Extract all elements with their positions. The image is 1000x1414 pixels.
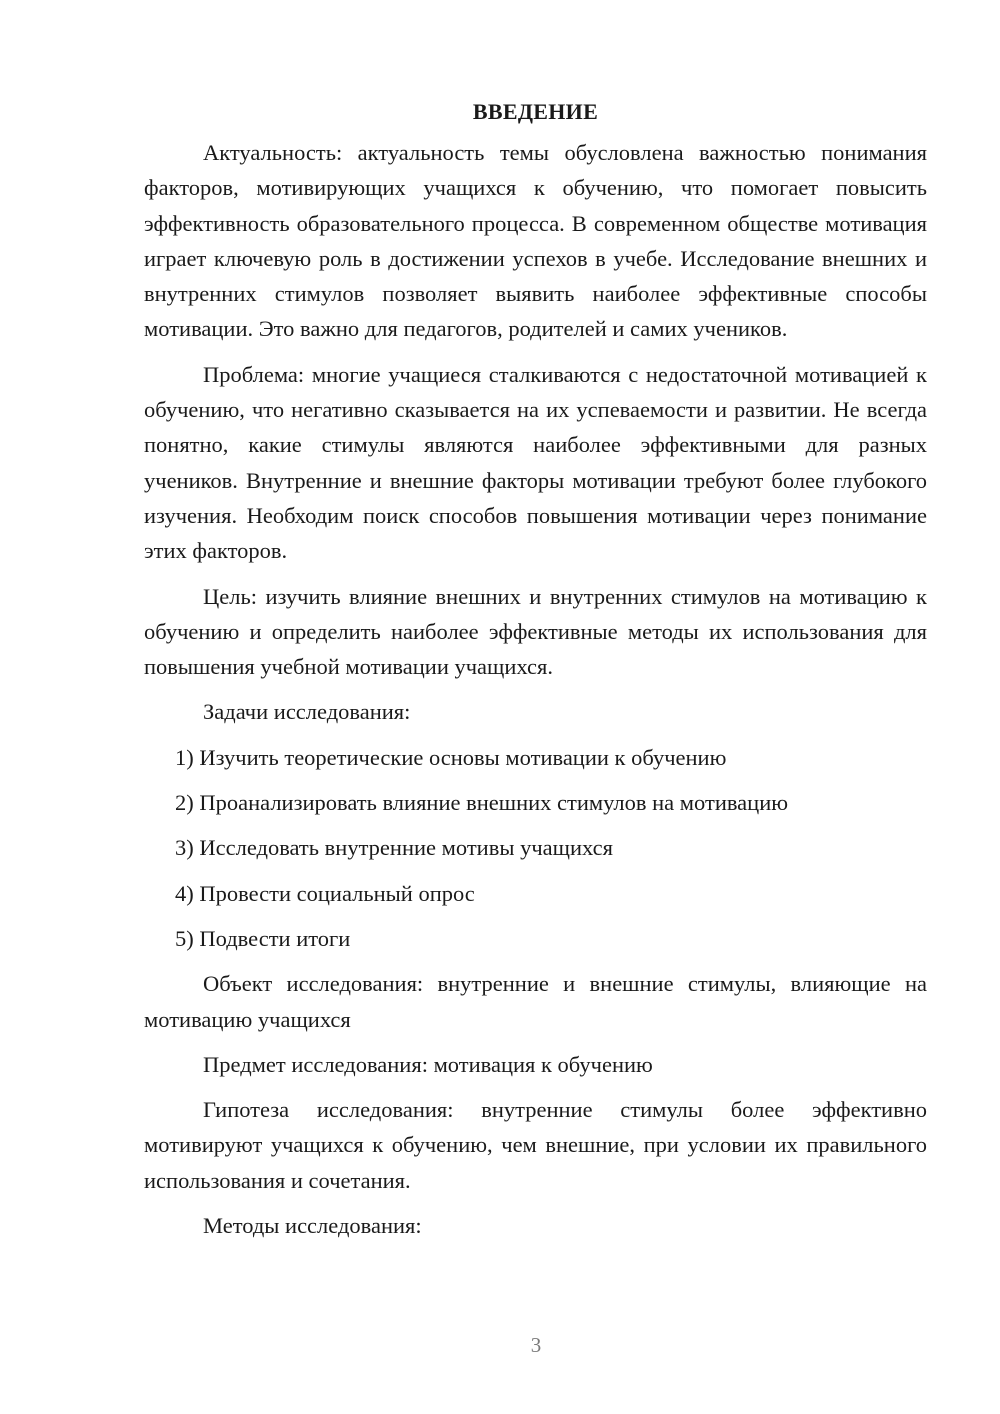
- tasks-list: [144, 740, 927, 956]
- paragraph-object: Объект исследования: внутренние и внешние стимулы, влияющие на мотивацию учащихся: [144, 971, 927, 1032]
- page-content: [144, 94, 927, 1253]
- paragraph-methods: Методы исследования:: [203, 1213, 422, 1239]
- section-title: ВВЕДЕНИЕ: [472, 99, 599, 124]
- list-item: 3) Исследовать внутренние мотивы учащихся: [175, 835, 613, 861]
- list-item: 2) Проанализировать влияние внешних стимулов на мотивацию: [175, 790, 789, 816]
- list-item: 1) Изучить теоретические основы мотивации к обучению: [175, 744, 727, 770]
- page-number: 3: [530, 1333, 542, 1357]
- paragraph-hypothesis: Гипотеза исследования: внутренние стимулы более эффективно мотивируют учащихся к обучению, чем внешние, при условии их правильного использования и сочетания.: [144, 1097, 927, 1193]
- paragraph-subject: Предмет исследования: мотивация к обучению: [203, 1051, 653, 1077]
- paragraph-relevance: Актуальность: актуальность темы обусловлена важностью понимания факторов, мотивирующих учащихся к обучению, что помогает повысить эффективность образовательного процесса. В современном обществе мотивация играет ключевую роль в достижении успехов в учебе. Исследование внешних и внутренних стимулов позволяет выявить наиболее эффективные способы мотивации. Это важно для педагогов, родителей и самих учеников.: [144, 140, 927, 342]
- paragraph-tasks-heading: Задачи исследования:: [203, 699, 411, 725]
- list-item: 5) Подвести итоги: [175, 925, 351, 951]
- list-item: 4) Провести социальный опрос: [175, 880, 475, 906]
- paragraph-problem: Проблема: многие учащиеся сталкиваются с недостаточной мотивацией к обучению, что негативно сказывается на их успеваемости и развитии. Не всегда понятно, какие стимулы являются наиболее эффективными для разных учеников. Внутренние и внешние факторы мотивации требуют более глубокого изучения. Необходим поиск способов повышения мотивации через понимание этих факторов.: [144, 361, 927, 564]
- paragraph-goal: Цель: изучить влияние внешних и внутренних стимулов на мотивацию к обучению и определить наиболее эффективные методы их использования для повышения учебной мотивации учащихся.: [144, 583, 927, 680]
